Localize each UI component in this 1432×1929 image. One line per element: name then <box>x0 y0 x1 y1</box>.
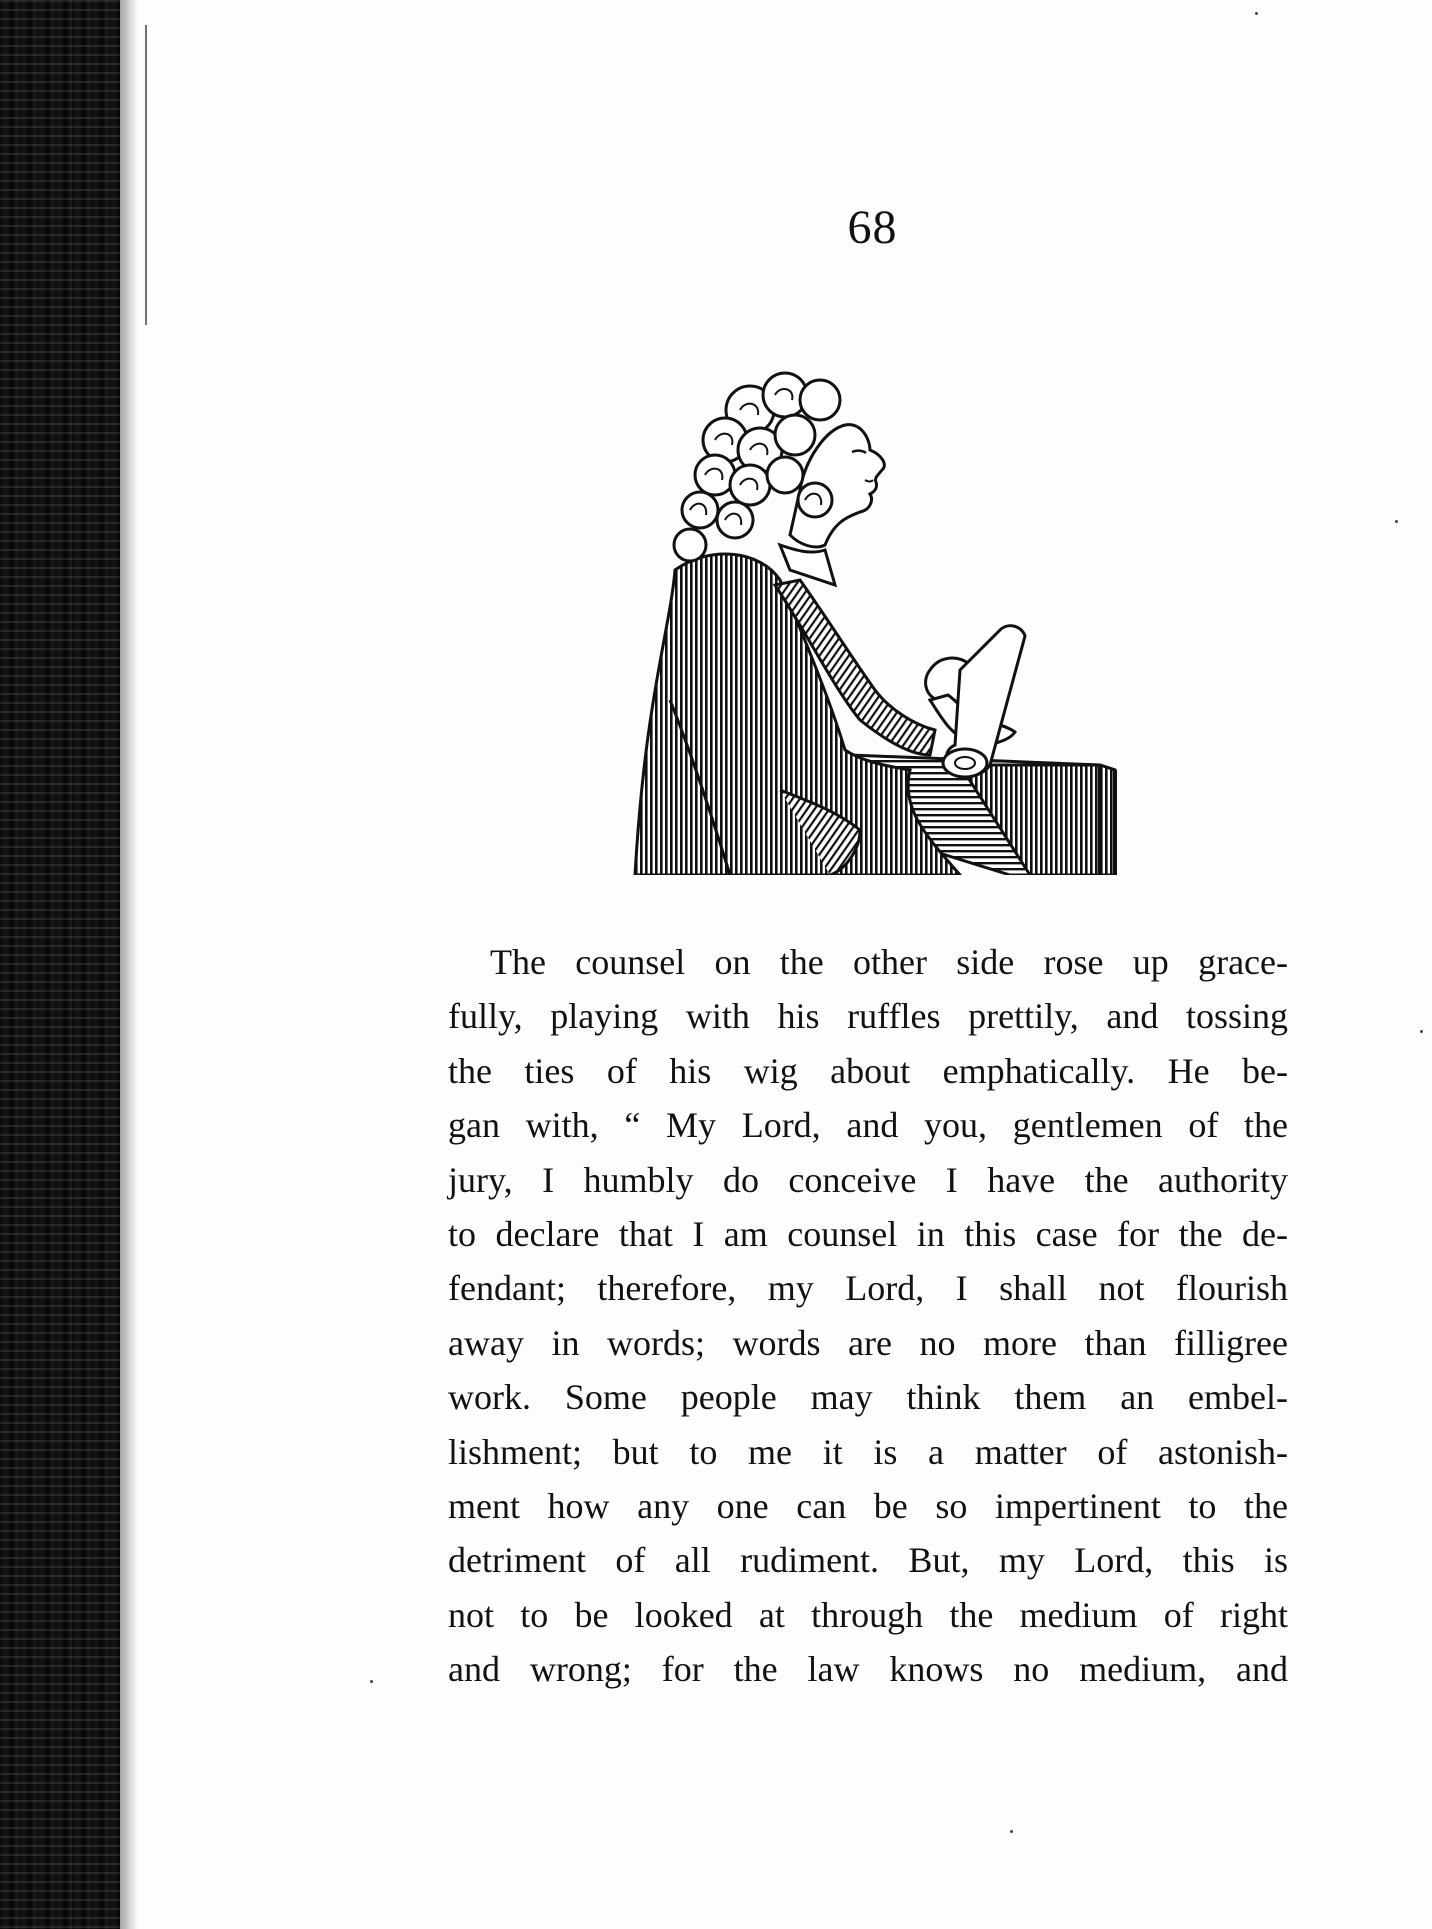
page-number: 68 <box>847 201 898 254</box>
text-line: work. Some people may think them an embel- <box>448 1377 1288 1418</box>
barrister-woodcut-icon <box>630 370 1130 875</box>
text-line: jury, I humbly do conceive I have the authority <box>448 1159 1288 1200</box>
text-line: and wrong; for the law knows no medium, and <box>448 1649 1288 1690</box>
text-line: the ties of his wig about emphatically. He be- <box>448 1050 1288 1091</box>
print-speck <box>1255 12 1258 15</box>
paragraph-text <box>448 935 1288 1697</box>
text-line: lishment; but to me it is a matter of astonish- <box>448 1431 1288 1472</box>
text-line: detriment of all rudiment. But, my Lord, this is <box>448 1540 1288 1581</box>
text-line: gan with, “ My Lord, and you, gentlemen of the <box>448 1105 1288 1146</box>
gutter-shadow-line <box>145 25 147 325</box>
book-binding-edge <box>0 0 120 1929</box>
print-speck <box>1395 520 1398 523</box>
text-line: to declare that I am counsel in this case for the de- <box>448 1214 1288 1255</box>
print-speck <box>1420 1030 1423 1033</box>
text-line: fendant; therefore, my Lord, I shall not flourish <box>448 1268 1288 1309</box>
text-line: away in words; words are no more than filligree <box>448 1322 1288 1363</box>
text-line: not to be looked at through the medium of right <box>448 1594 1288 1635</box>
text-line: fully, playing with his ruffles prettily, and tossing <box>448 996 1288 1037</box>
text-line: The counsel on the other side rose up grace- <box>490 942 1288 982</box>
print-speck <box>370 1680 373 1683</box>
print-speck <box>1010 1830 1013 1833</box>
text-line: ment how any one can be so impertinent to the <box>448 1486 1288 1527</box>
woodcut-illustration <box>630 370 1130 875</box>
